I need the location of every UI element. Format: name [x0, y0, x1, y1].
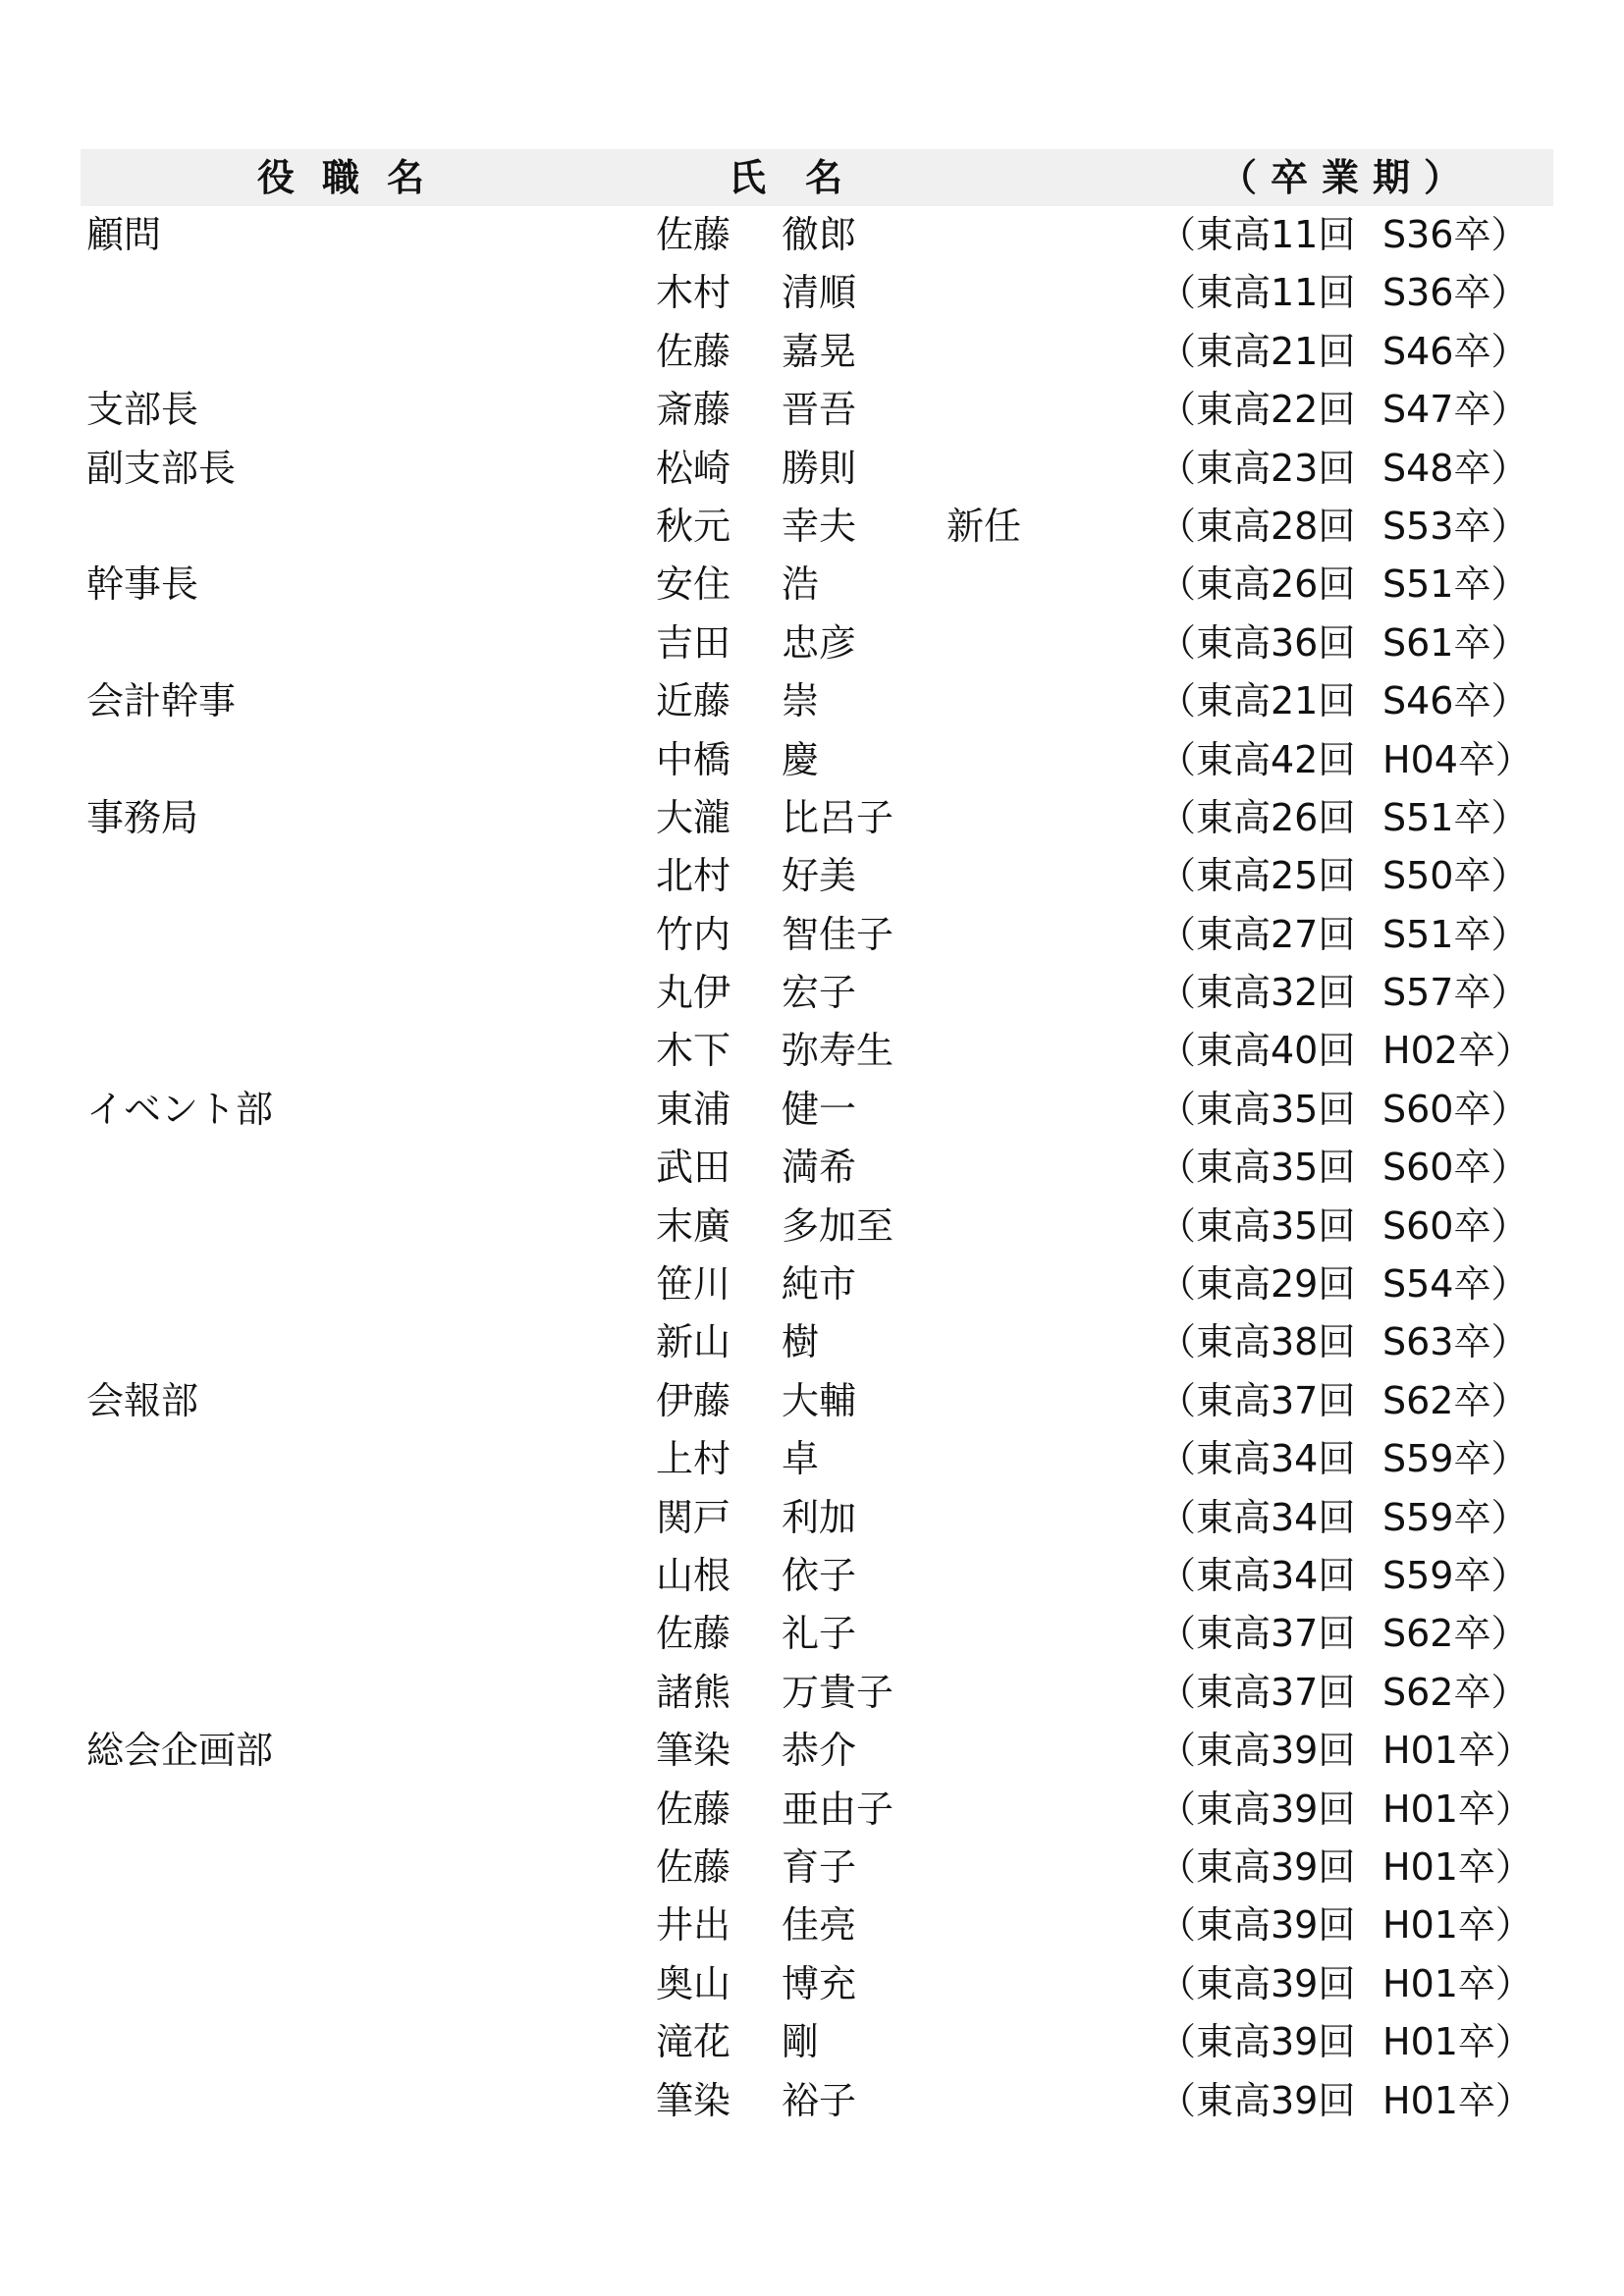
role-cell: 総会企画部 [86, 1729, 274, 1773]
surname-cell: 武田 [656, 1146, 731, 1190]
table-row [81, 556, 1553, 614]
given-name-cell: 好美 [782, 854, 857, 898]
given-name-cell: 利加 [782, 1495, 857, 1539]
surname-cell: 新山 [656, 1320, 731, 1364]
surname-cell: 北村 [656, 854, 731, 898]
given-name-cell: 剛 [782, 2020, 820, 2064]
class-cell: （東高25回 [1159, 854, 1356, 898]
graduation-year-cell: H01卒） [1382, 1844, 1533, 1889]
table-row [81, 1198, 1553, 1255]
table-row [81, 264, 1553, 322]
table-row [81, 1839, 1553, 1896]
given-name-cell: 純市 [782, 1262, 857, 1307]
table-row [81, 1547, 1553, 1605]
class-cell: （東高32回 [1159, 971, 1356, 1015]
class-cell: （東高39回 [1159, 1729, 1356, 1773]
officer-roster [81, 149, 1553, 2130]
header-name: 氏名 [729, 156, 883, 199]
role-cell: 幹事長 [86, 562, 199, 607]
table-row [81, 440, 1553, 498]
table-row [81, 206, 1553, 264]
graduation-year-cell: H01卒） [1382, 1903, 1533, 1948]
table-row [81, 498, 1553, 556]
given-name-cell: 卓 [782, 1437, 820, 1481]
graduation-year-cell: H01卒） [1382, 1729, 1533, 1773]
given-name-cell: 亜由子 [782, 1787, 894, 1831]
surname-cell: 佐藤 [656, 1612, 731, 1656]
class-cell: （東高27回 [1159, 912, 1356, 956]
class-cell: （東高39回 [1159, 1787, 1356, 1831]
surname-cell: 滝花 [656, 2020, 731, 2064]
graduation-year-cell: S36卒） [1382, 213, 1529, 256]
graduation-year-cell: S51卒） [1382, 795, 1529, 839]
class-cell: （東高26回 [1159, 795, 1356, 839]
table-row [81, 1313, 1553, 1371]
class-cell: （東高39回 [1159, 2020, 1356, 2064]
given-name-cell: 健一 [782, 1087, 857, 1131]
graduation-year-cell: S60卒） [1382, 1146, 1529, 1190]
graduation-year-cell: S59卒） [1382, 1495, 1529, 1539]
graduation-year-cell: H01卒） [1382, 1961, 1533, 2005]
table-row [81, 1489, 1553, 1547]
surname-cell: 中橋 [656, 737, 731, 781]
given-name-cell: 依子 [782, 1553, 857, 1597]
table-row [81, 1081, 1553, 1139]
table-row [81, 1896, 1553, 1954]
surname-cell: 木下 [656, 1029, 731, 1073]
role-cell: 副支部長 [86, 446, 237, 490]
given-name-cell: 忠彦 [782, 620, 857, 665]
class-cell: （東高40回 [1159, 1029, 1356, 1073]
table-row [81, 381, 1553, 439]
graduation-year-cell: S46卒） [1382, 329, 1529, 373]
surname-cell: 末廣 [656, 1203, 731, 1248]
class-cell: （東高39回 [1159, 1961, 1356, 2005]
table-row [81, 1139, 1553, 1197]
given-name-cell: 万貴子 [782, 1670, 894, 1714]
surname-cell: 佐藤 [656, 329, 731, 373]
graduation-year-cell: S48卒） [1382, 446, 1529, 490]
table-row [81, 1430, 1553, 1488]
role-cell: 事務局 [86, 795, 199, 839]
graduation-year-cell: S62卒） [1382, 1612, 1529, 1656]
surname-cell: 吉田 [656, 620, 731, 665]
given-name-cell: 徹郎 [782, 213, 857, 256]
roster-rows [81, 206, 1553, 2130]
graduation-year-cell: S59卒） [1382, 1437, 1529, 1481]
surname-cell: 東浦 [656, 1087, 731, 1131]
class-cell: （東高37回 [1159, 1612, 1356, 1656]
role-cell: 顧問 [86, 213, 162, 256]
given-name-cell: 恭介 [782, 1729, 857, 1773]
surname-cell: 上村 [656, 1437, 731, 1481]
graduation-year-cell: S50卒） [1382, 854, 1529, 898]
class-cell: （東高34回 [1159, 1495, 1356, 1539]
surname-cell: 近藤 [656, 679, 731, 723]
table-row [81, 1781, 1553, 1839]
given-name-cell: 満希 [782, 1146, 857, 1190]
class-cell: （東高37回 [1159, 1378, 1356, 1422]
surname-cell: 諸熊 [656, 1670, 731, 1714]
class-cell: （東高21回 [1159, 679, 1356, 723]
graduation-year-cell: S36卒） [1382, 271, 1529, 315]
surname-cell: 秋元 [656, 504, 731, 548]
table-row [81, 1255, 1553, 1313]
class-cell: （東高34回 [1159, 1437, 1356, 1481]
table-row [81, 964, 1553, 1022]
table-row [81, 906, 1553, 964]
table-row [81, 1022, 1553, 1080]
graduation-year-cell: S47卒） [1382, 388, 1529, 432]
role-cell: イベント部 [86, 1087, 274, 1131]
graduation-year-cell: H01卒） [1382, 2020, 1533, 2064]
table-row [81, 847, 1553, 905]
surname-cell: 松崎 [656, 446, 731, 490]
roster-header [81, 149, 1553, 206]
header-graduation: （卒業期） [1219, 156, 1476, 199]
class-cell: （東高28回 [1159, 504, 1356, 548]
class-cell: （東高42回 [1159, 737, 1356, 781]
class-cell: （東高22回 [1159, 388, 1356, 432]
given-name-cell: 博充 [782, 1961, 857, 2005]
given-name-cell: 大輔 [782, 1378, 857, 1422]
surname-cell: 竹内 [656, 912, 731, 956]
given-name-cell: 多加至 [782, 1203, 894, 1248]
given-name-cell: 慶 [782, 737, 820, 781]
class-cell: （東高39回 [1159, 2078, 1356, 2122]
header-role: 役職名 [257, 156, 453, 199]
surname-cell: 井出 [656, 1903, 731, 1948]
graduation-year-cell: S60卒） [1382, 1203, 1529, 1248]
graduation-year-cell: S59卒） [1382, 1553, 1529, 1597]
given-name-cell: 裕子 [782, 2078, 857, 2122]
surname-cell: 筆染 [656, 1729, 731, 1773]
role-cell: 会報部 [86, 1378, 199, 1422]
given-name-cell: 比呂子 [782, 795, 894, 839]
given-name-cell: 育子 [782, 1844, 857, 1889]
given-name-cell: 嘉晃 [782, 329, 857, 373]
class-cell: （東高34回 [1159, 1553, 1356, 1597]
surname-cell: 山根 [656, 1553, 731, 1597]
surname-cell: 佐藤 [656, 1787, 731, 1831]
class-cell: （東高26回 [1159, 562, 1356, 607]
graduation-year-cell: S51卒） [1382, 562, 1529, 607]
table-row [81, 789, 1553, 847]
surname-cell: 関戸 [656, 1495, 731, 1539]
table-row [81, 731, 1553, 789]
graduation-year-cell: S62卒） [1382, 1670, 1529, 1714]
given-name-cell: 礼子 [782, 1612, 857, 1656]
surname-cell: 丸伊 [656, 971, 731, 1015]
given-name-cell: 樹 [782, 1320, 820, 1364]
graduation-year-cell: S51卒） [1382, 912, 1529, 956]
class-cell: （東高36回 [1159, 620, 1356, 665]
class-cell: （東高11回 [1159, 271, 1356, 315]
given-name-cell: 勝則 [782, 446, 857, 490]
class-cell: （東高23回 [1159, 446, 1356, 490]
graduation-year-cell: S54卒） [1382, 1262, 1529, 1307]
graduation-year-cell: H02卒） [1382, 1029, 1533, 1073]
class-cell: （東高21回 [1159, 329, 1356, 373]
graduation-year-cell: H01卒） [1382, 2078, 1533, 2122]
graduation-year-cell: S53卒） [1382, 504, 1529, 548]
given-name-cell: 佳亮 [782, 1903, 857, 1948]
class-cell: （東高35回 [1159, 1146, 1356, 1190]
class-cell: （東高39回 [1159, 1903, 1356, 1948]
surname-cell: 笹川 [656, 1262, 731, 1307]
table-row [81, 2013, 1553, 2071]
surname-cell: 佐藤 [656, 213, 731, 256]
graduation-year-cell: S46卒） [1382, 679, 1529, 723]
class-cell: （東高35回 [1159, 1203, 1356, 1248]
given-name-cell: 弥寿生 [782, 1029, 894, 1073]
table-row [81, 672, 1553, 730]
class-cell: （東高37回 [1159, 1670, 1356, 1714]
table-row [81, 323, 1553, 381]
surname-cell: 伊藤 [656, 1378, 731, 1422]
table-row [81, 1722, 1553, 1780]
given-name-cell: 浩 [782, 562, 820, 607]
table-row [81, 1605, 1553, 1663]
surname-cell: 木村 [656, 271, 731, 315]
graduation-year-cell: S63卒） [1382, 1320, 1529, 1364]
role-cell: 支部長 [86, 388, 199, 432]
surname-cell: 奥山 [656, 1961, 731, 2005]
given-name-cell: 幸夫 [782, 504, 857, 548]
class-cell: （東高35回 [1159, 1087, 1356, 1131]
graduation-year-cell: S61卒） [1382, 620, 1529, 665]
table-row [81, 2072, 1553, 2130]
surname-cell: 筆染 [656, 2078, 731, 2122]
table-row [81, 1372, 1553, 1430]
given-name-cell: 晋吾 [782, 388, 857, 432]
given-name-cell: 宏子 [782, 971, 857, 1015]
graduation-year-cell: H04卒） [1382, 737, 1533, 781]
graduation-year-cell: S60卒） [1382, 1087, 1529, 1131]
graduation-year-cell: H01卒） [1382, 1787, 1533, 1831]
surname-cell: 佐藤 [656, 1844, 731, 1889]
surname-cell: 安住 [656, 562, 731, 607]
role-cell: 会計幹事 [86, 679, 237, 723]
graduation-year-cell: S57卒） [1382, 971, 1529, 1015]
given-name-cell: 崇 [782, 679, 820, 723]
surname-cell: 斎藤 [656, 388, 731, 432]
note-cell: 新任 [947, 504, 1022, 548]
class-cell: （東高38回 [1159, 1320, 1356, 1364]
table-row [81, 614, 1553, 672]
surname-cell: 大瀧 [656, 795, 731, 839]
given-name-cell: 智佳子 [782, 912, 894, 956]
class-cell: （東高11回 [1159, 213, 1356, 256]
class-cell: （東高29回 [1159, 1262, 1356, 1307]
table-row [81, 1955, 1553, 2013]
graduation-year-cell: S62卒） [1382, 1378, 1529, 1422]
class-cell: （東高39回 [1159, 1844, 1356, 1889]
given-name-cell: 清順 [782, 271, 857, 315]
table-row [81, 1664, 1553, 1722]
